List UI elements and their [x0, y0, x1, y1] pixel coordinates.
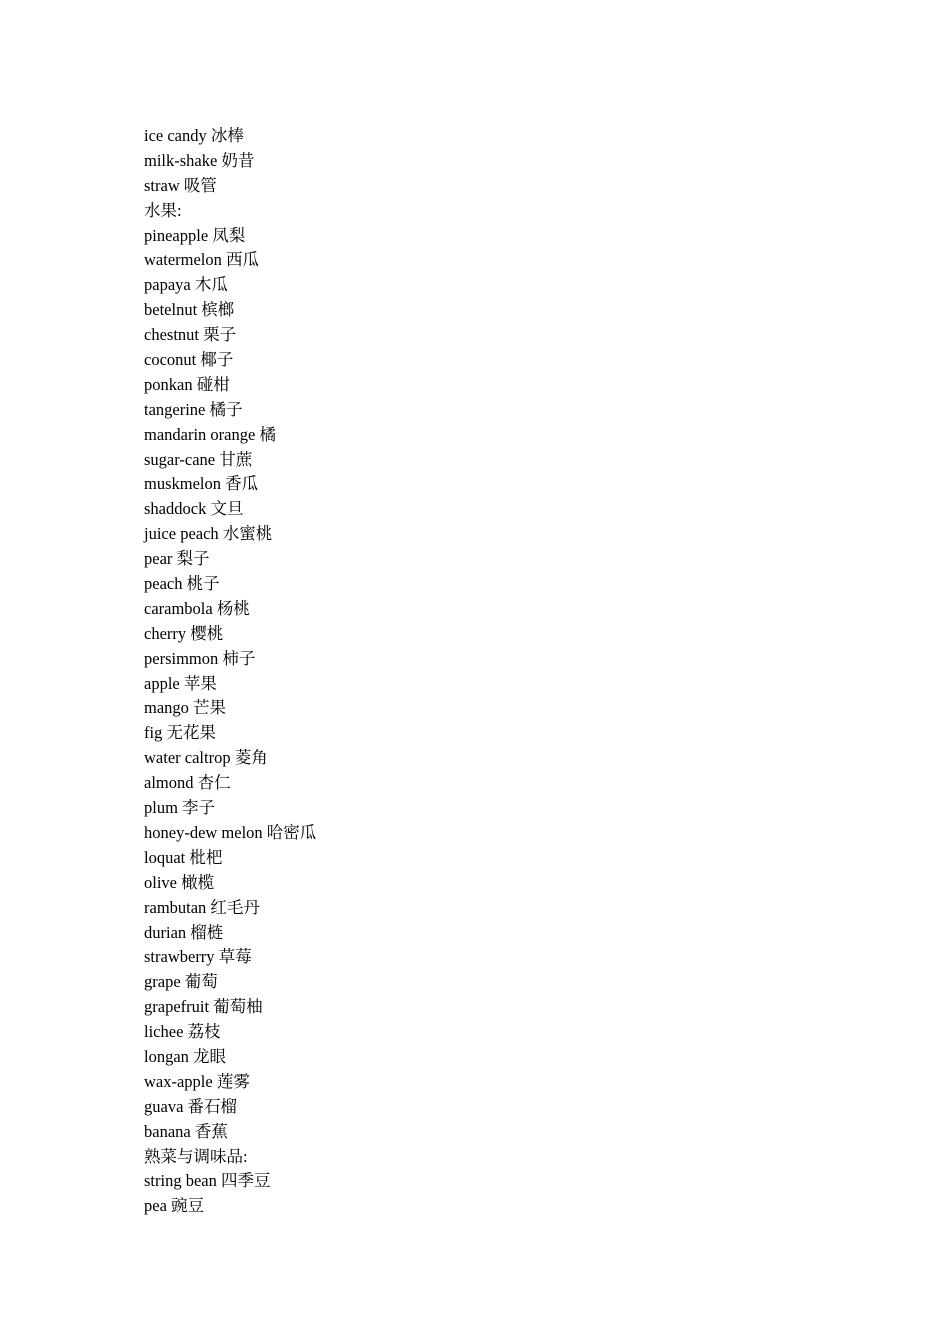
vocabulary-line: watermelon 西瓜	[144, 250, 260, 270]
vocabulary-line: lichee 荔枝	[144, 1022, 221, 1042]
vocabulary-line: wax-apple 莲雾	[144, 1071, 250, 1091]
vocabulary-line: persimmon 柿子	[144, 648, 256, 668]
vocabulary-list	[144, 124, 316, 1219]
vocabulary-line: strawberry 草莓	[144, 947, 252, 967]
vocabulary-line: pea 豌豆	[144, 1196, 205, 1216]
vocabulary-line: olive 橄榄	[144, 872, 215, 892]
vocabulary-line: grapefruit 葡萄柚	[144, 997, 263, 1017]
vocabulary-line: honey-dew melon 哈密瓜	[144, 822, 317, 842]
vocabulary-line: juice peach 水蜜桃	[144, 524, 273, 544]
vocabulary-line: coconut 椰子	[144, 350, 234, 370]
vocabulary-line: plum 李子	[144, 798, 216, 818]
vocabulary-line: milk-shake 奶昔	[144, 150, 255, 170]
vocabulary-line: fig 无花果	[144, 723, 216, 743]
vocabulary-line: betelnut 槟榔	[144, 300, 235, 320]
vocabulary-line: longan 龙眼	[144, 1046, 227, 1066]
vocabulary-line: peach 桃子	[144, 574, 220, 594]
vocabulary-line: ice candy 冰棒	[144, 126, 244, 145]
vocabulary-line: ponkan 碰柑	[144, 374, 230, 394]
vocabulary-line: durian 榴梿	[144, 922, 224, 942]
vocabulary-line: carambola 杨桃	[144, 598, 250, 618]
vocabulary-line: pineapple 凤梨	[144, 225, 246, 245]
vocabulary-line: sugar-cane 甘蔗	[144, 449, 253, 469]
vocabulary-line: grape 葡萄	[144, 972, 218, 992]
vocabulary-line: pear 梨子	[144, 549, 210, 569]
vocabulary-line: muskmelon 香瓜	[144, 474, 259, 494]
vocabulary-line: straw 吸管	[144, 175, 217, 195]
vocabulary-line: papaya 木瓜	[144, 275, 228, 295]
vocabulary-line: guava 番石榴	[144, 1096, 238, 1116]
vocabulary-line: shaddock 文旦	[144, 499, 244, 519]
vocabulary-line: rambutan 红毛丹	[144, 897, 260, 917]
section-heading-cooked-dishes: 熟菜与调味品:	[144, 1146, 248, 1166]
section-heading-fruits: 水果:	[144, 200, 182, 220]
vocabulary-line: string bean 四季豆	[144, 1171, 271, 1191]
vocabulary-line: almond 杏仁	[144, 773, 231, 793]
vocabulary-line: water caltrop 菱角	[144, 748, 268, 768]
vocabulary-line: tangerine 橘子	[144, 399, 243, 419]
vocabulary-line: apple 苹果	[144, 673, 217, 693]
vocabulary-line: mango 芒果	[144, 698, 227, 718]
vocabulary-line: chestnut 栗子	[144, 325, 237, 345]
vocabulary-line: cherry 樱桃	[144, 623, 224, 643]
vocabulary-line: loquat 枇杷	[144, 847, 223, 867]
vocabulary-line: mandarin orange 橘	[144, 424, 276, 444]
vocabulary-line: banana 香蕉	[144, 1121, 228, 1141]
